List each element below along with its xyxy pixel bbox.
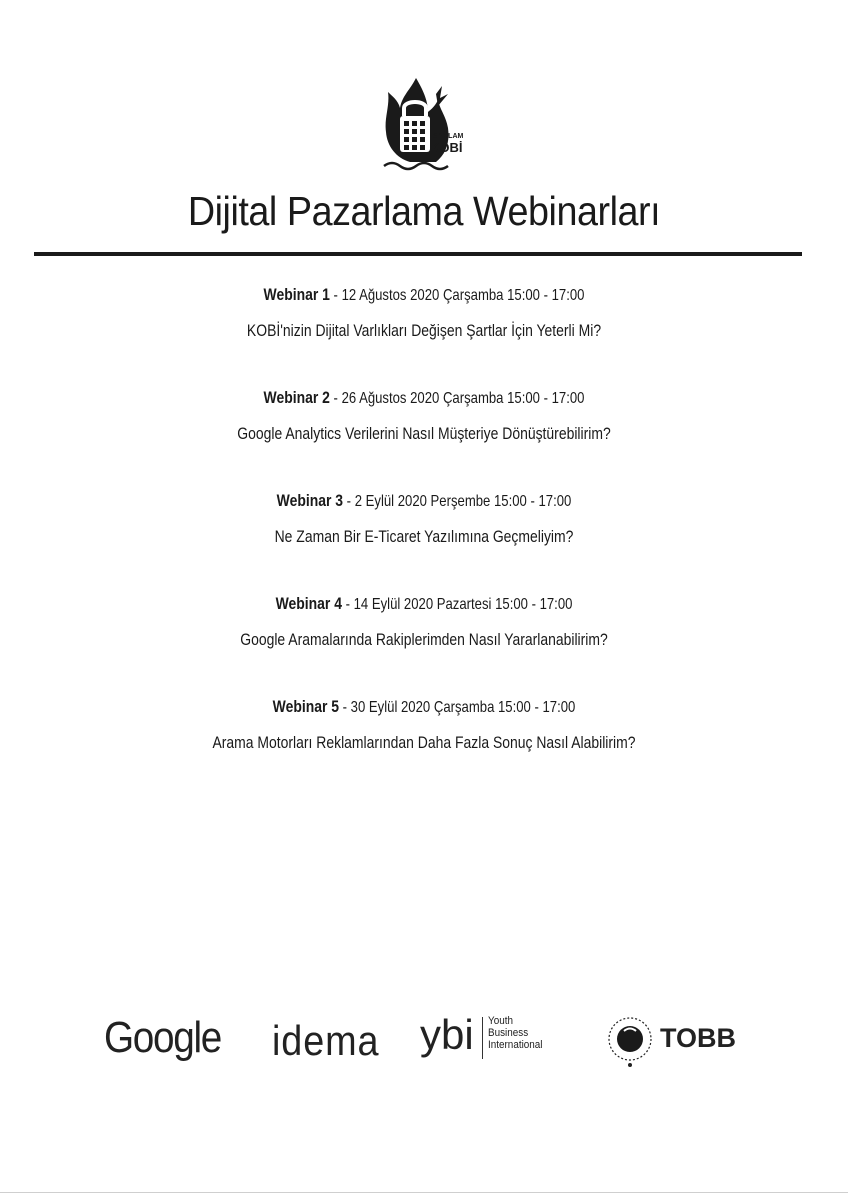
ybi-divider xyxy=(482,1017,483,1059)
webinar-date-time: - 14 Eylül 2020 Pazartesi 15:00 - 17:00 xyxy=(341,596,573,613)
webinar-label: Webinar 4 xyxy=(275,594,342,613)
webinar-topic: KOBİ'nizin Dijital Varlıkları Değişen Şartlar İçin Yeterli Mi? xyxy=(246,321,602,340)
scan-edge-line xyxy=(0,1192,848,1193)
ybi-logo: ybi xyxy=(420,1011,474,1058)
page-title: Dijital Pazarlama Webinarları xyxy=(187,188,661,234)
google-logo: Google xyxy=(104,1013,221,1062)
webinar-item xyxy=(0,489,848,592)
webinar-label: Webinar 2 xyxy=(263,388,330,407)
ybi-subtitle-line: Youth xyxy=(488,1015,513,1027)
webinar-date-time: - 2 Eylül 2020 Perşembe 15:00 - 17:00 xyxy=(343,493,572,510)
webinar-topic: Google Analytics Verilerini Nasıl Müşteriye Dönüştürebilirim? xyxy=(237,424,611,443)
tobb-logo: TOBB xyxy=(660,1023,737,1053)
webinar-date-time: - 26 Ağustos 2020 Çarşamba 15:00 - 17:00 xyxy=(329,390,585,407)
ybi-subtitle-line: International xyxy=(488,1039,543,1051)
webinar-schedule xyxy=(76,592,771,617)
webinar-date-time: - 30 Eylül 2020 Çarşamba 15:00 - 17:00 xyxy=(339,699,576,716)
title-divider xyxy=(34,252,802,256)
webinar-label: Webinar 3 xyxy=(276,491,344,510)
ybi-subtitle-line: Business xyxy=(488,1027,529,1039)
sponsor-logos xyxy=(0,1005,848,1085)
webinar-topic: Google Aramalarında Rakiplerimden Nasıl Yararlanabilirim? xyxy=(240,630,608,649)
ybi-subtitle xyxy=(488,1015,542,1051)
webinar-schedule xyxy=(76,386,771,411)
webinar-date-time: - 12 Ağustos 2020 Çarşamba 15:00 - 17:00 xyxy=(329,287,585,304)
webinar-schedule xyxy=(76,489,771,514)
webinar-item xyxy=(0,386,848,489)
webinar-label: Webinar 1 xyxy=(263,285,330,304)
webinar-item xyxy=(0,283,848,386)
webinar-label: Webinar 5 xyxy=(272,697,340,716)
idema-logo: idema xyxy=(272,1017,380,1064)
webinar-schedule xyxy=(76,695,771,720)
webinar-schedule xyxy=(76,283,771,308)
svg-text:SAĞLAM: SAĞLAM xyxy=(433,133,464,140)
webinar-topic: Ne Zaman Bir E-Ticaret Yazılımına Geçmeliyim? xyxy=(274,527,574,546)
webinar-topic: Arama Motorları Reklamlarından Daha Fazla Sonuç Nasıl Alabilirim? xyxy=(212,733,636,752)
saglam-kobi-logo xyxy=(380,76,464,172)
svg-text:KOBİ: KOBİ xyxy=(430,140,463,155)
tobb-seal-icon xyxy=(606,1007,658,1071)
webinar-list xyxy=(0,283,848,798)
webinar-item xyxy=(0,695,848,798)
webinar-item xyxy=(0,592,848,695)
